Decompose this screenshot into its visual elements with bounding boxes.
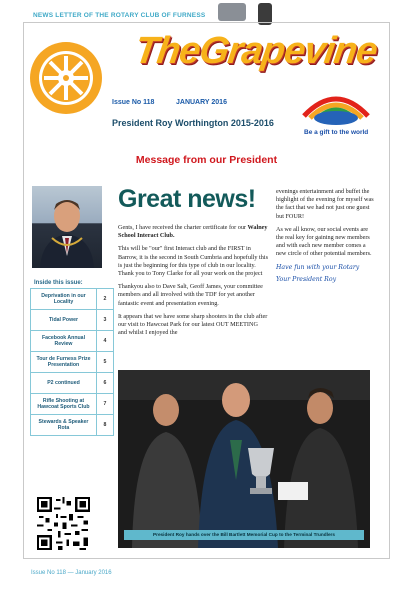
toc-label: Stewards & Speaker Rota (31, 415, 97, 436)
article-paragraph: It appears that we have some sharp shooters in the club after our visit to Hawcoat Park for our latest OUT MEETING and whilst I enjoyed the (118, 312, 268, 337)
article-paragraph: This will be "our" first Interact club and the FIRST in Barrow, it is the second in South Cumbria and hopefully this is just the beginning for this type of club in our locality. Thank you to Tony Clarke for all your work on the project (118, 245, 268, 278)
toc-row[interactable] (31, 331, 114, 352)
toc-page: 5 (97, 352, 114, 373)
toc-page: 4 (97, 331, 114, 352)
toc-label: Rifle Shooting at Hawcoat Sports Club (31, 394, 97, 415)
toc-page: 7 (97, 394, 114, 415)
globe-icon (300, 86, 372, 126)
toc-row[interactable] (31, 310, 114, 331)
presentation-photo (118, 370, 370, 548)
toc-page: 6 (97, 373, 114, 394)
photo-caption: President Roy hands over the Bill Bartlett Memorial Cup to the Terminal Trundlers (124, 530, 364, 540)
article-column-2 (276, 188, 374, 288)
article-paragraph: As we all know, our social events are the real key for gaining new members and with each new member comes a new circle of other potential members. (276, 225, 372, 258)
footer: Issue No 118 — January 2016 (31, 570, 112, 576)
message-heading: Message from our President (135, 154, 278, 166)
toc-row[interactable] (31, 352, 114, 373)
signature: Your President Roy (276, 275, 337, 283)
qr-code-icon (37, 497, 90, 550)
toc-label: Tour de Furness Prize Presentation (31, 352, 97, 373)
article-paragraph: Thankyou also to Dave Salt, Geoff James, your committee members and all involved with the TDF for yet another fantastic event and presentation evening. (118, 283, 263, 307)
contents-table (30, 288, 114, 436)
article-paragraph (118, 224, 268, 240)
toc-label: Deprivation in our Locality (31, 289, 97, 310)
slogan: Be a gift to the world (304, 129, 369, 136)
toc-row[interactable] (31, 415, 114, 436)
article-paragraph: evenings entertainment and buffet the highlight of the evening for myself was the fact that we had not just one guest but FOUR! (276, 188, 374, 220)
toc-row[interactable] (31, 394, 114, 415)
toc-row[interactable] (31, 289, 114, 310)
president-line: President Roy Worthington 2015-2016 (112, 118, 274, 128)
issue-number: Issue No 118 (112, 99, 155, 106)
inside-title: Inside this issue: (34, 280, 83, 286)
brand-title: TheGrapevine (132, 30, 380, 72)
toc-label: Facebook Annual Review (31, 331, 97, 352)
toc-label: P2 continued (31, 373, 97, 394)
newsletter-line: NEWS LETTER OF THE ROTARY CLUB OF FURNESS (33, 12, 206, 19)
toc-page: 8 (97, 415, 114, 436)
signoff-line: Have fun with your Rotary (276, 263, 360, 271)
rotary-wheel-icon (28, 40, 104, 116)
toc-label: Tidal Power (31, 310, 97, 331)
president-photo (32, 186, 102, 268)
issue-date: JANUARY 2016 (176, 99, 227, 106)
article-headline: Great news! (118, 185, 256, 213)
toc-page: 2 (97, 289, 114, 310)
toc-row[interactable] (31, 373, 114, 394)
toc-page: 3 (97, 310, 114, 331)
paragraph-text: Gents, I have received the charter certificate for our (118, 224, 248, 231)
club-name: Walney School Interact Club. (118, 224, 268, 240)
article-column-1 (118, 224, 268, 342)
